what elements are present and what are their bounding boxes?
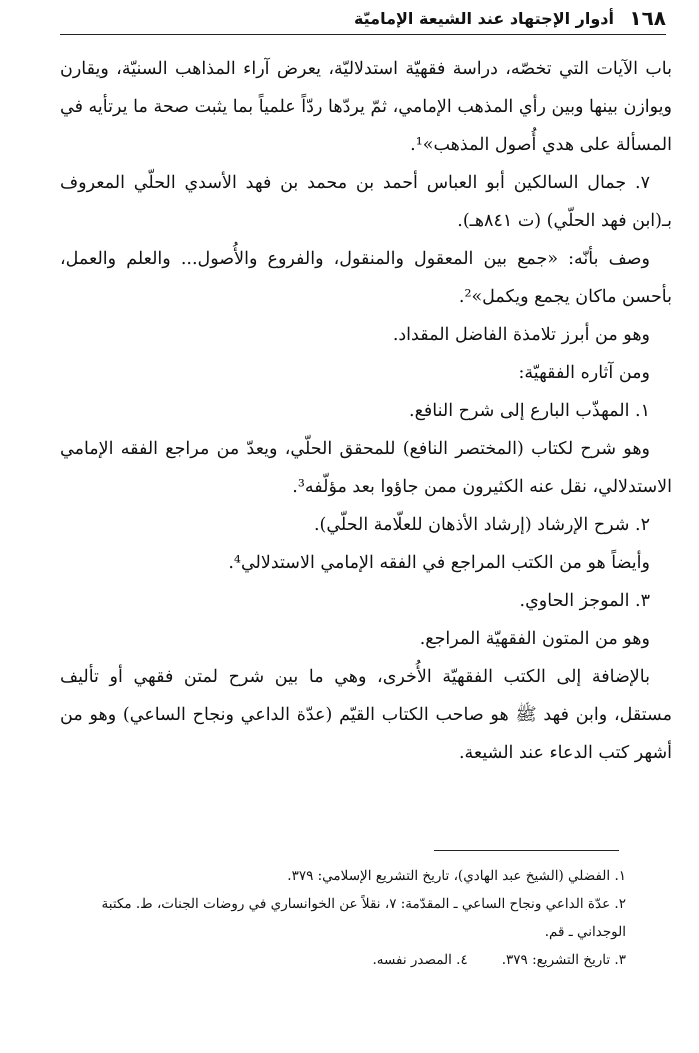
running-title: أدوار الإجتهاد عند الشيعة الإماميّة [353, 9, 614, 28]
footnote-4: ٤. المصدر نفسه. [372, 952, 468, 968]
footnote-divider [434, 850, 619, 851]
list-item: ٢. شرح الإرشاد (إرشاد الأذهان للعلّامة الحلّي). [313, 515, 650, 535]
paragraph: باب الآيات التي تخصّه، دراسة فقهيّة استدلاليّة، يعرض آراء المذاهب السنيّة، ويقارن ويوازن بينها وبين رأي المذهب الإمامي، ثمّ يردّها ردّاً علمياً بما يثبت صحة ما يرتأيه في المسألة على هدي أُصول المذهب»¹. [60, 59, 672, 155]
list-item: ٣. الموجز الحاوي. [519, 591, 650, 611]
page-number: ١٦٨ [629, 6, 666, 30]
list-item: ١. المهذّب البارع إلى شرح النافع. [409, 401, 650, 421]
main-text [60, 50, 672, 772]
footnote-3: ٣. تاريخ التشريع: ٣٧٩. [501, 952, 626, 968]
running-header [60, 4, 666, 35]
paragraph: ومن آثاره الفقهيّة: [518, 363, 650, 383]
footnote-2: ٢. عدّة الداعي ونجاح الساعي ـ المقدّمة: ٧، نقلاً عن الخوانساري في روضات الجنات، ط. مكتبة الوجداني ـ قم. [101, 896, 626, 940]
footnotes [60, 862, 626, 974]
paragraph: وهو من المتون الفقهيّة المراجع. [419, 629, 650, 649]
paragraph: بالإضافة إلى الكتب الفقهيّة الأُخرى، وهي ما بين شرح لمتن فقهي أو تأليف مستقل، وابن فهد ﷺ هو صاحب الكتاب القيّم (عدّة الداعي ونجاح الساعي) وهو من أشهر كتب الدعاء عند الشيعة. [60, 667, 672, 763]
paragraph: ٧. جمال السالكين أبو العباس أحمد بن محمد بن فهد الأسدي الحلّي المعروف بـ(ابن فهد الحلّي) (ت ٨٤١هـ). [60, 173, 672, 231]
paragraph: وصف بأنّه: «جمع بين المعقول والمنقول، والفروع والأُصول... والعلم والعمل، بأحسن ماكان يجمع ويكمل»². [60, 249, 672, 307]
paragraph: وأيضاً هو من الكتب المراجع في الفقه الإمامي الاستدلالي⁴. [228, 553, 650, 573]
footnote-row [60, 946, 626, 974]
footnote-1: ١. الفضلي (الشيخ عبد الهادي)، تاريخ التشريع الإسلامي: ٣٧٩. [287, 868, 626, 884]
paragraph: وهو من أبرز تلامذة الفاضل المقداد. [392, 325, 650, 345]
paragraph: وهو شرح لكتاب (المختصر النافع) للمحقق الحلّي، ويعدّ من مراجع الفقه الإمامي الاستدلالي، نقل عنه الكثيرون ممن جاؤوا بعد مؤلّفه³. [60, 439, 672, 497]
